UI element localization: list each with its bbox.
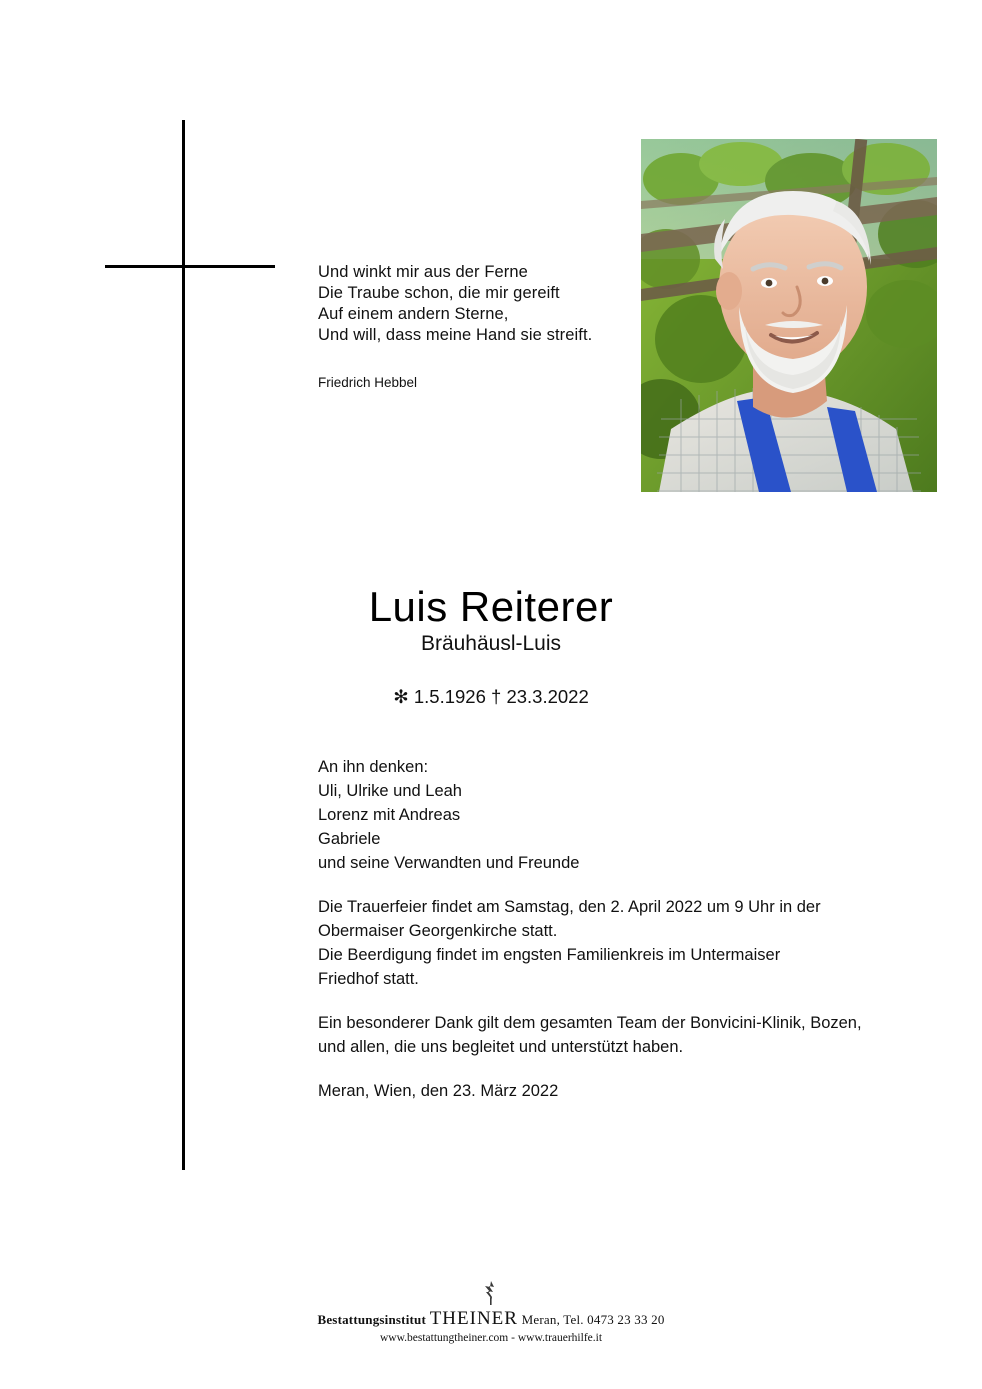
place-date-block <box>318 1079 928 1103</box>
poem-line: Und will, dass meine Hand sie streift. <box>318 326 593 344</box>
ceremony-line: Friedhof statt. <box>318 970 419 988</box>
mourners-intro: An ihn denken: <box>318 758 429 776</box>
footer-brand: THEINER <box>429 1308 518 1329</box>
poem-line: Die Traube schon, die mir gereift <box>318 284 560 302</box>
place-date: Meran, Wien, den 23. März 2022 <box>318 1082 559 1100</box>
thanks-block <box>318 1011 928 1059</box>
thanks-line: Ein besonderer Dank gilt dem gesamten Team der Bonvicini-Klinik, Bozen, <box>318 1014 862 1032</box>
mourners-block <box>318 755 928 875</box>
footer-contact: Meran, Tel. 0473 23 33 20 <box>521 1312 665 1327</box>
deceased-nickname: Bräuhäusl-Luis <box>420 632 562 655</box>
thanks-line: und allen, die uns begleitet und unterstützt haben. <box>318 1038 684 1056</box>
deceased-name: Luis Reiterer <box>368 583 614 630</box>
poem-author: Friedrich Hebbel <box>318 375 418 390</box>
footer-institute: Bestattungsinstitut <box>317 1312 427 1327</box>
mourner-name: Uli, Ulrike und Leah <box>318 782 462 800</box>
ceremony-line: Die Beerdigung findet im engsten Familienkreis im Untermaiser <box>318 946 781 964</box>
mourner-name: Lorenz mit Andreas <box>318 806 461 824</box>
cross-horizontal-bar <box>105 265 275 268</box>
footer-websites[interactable]: www.bestattungtheiner.com - www.trauerhilfe.it <box>379 1332 603 1344</box>
portrait-photo <box>641 139 937 492</box>
ceremony-line: Die Trauerfeier findet am Samstag, den 2. April 2022 um 9 Uhr in der <box>318 898 821 916</box>
mourner-name: Gabriele <box>318 830 381 848</box>
obituary-body <box>318 755 928 1103</box>
footer <box>0 1280 982 1344</box>
poem-line: Und winkt mir aus der Ferne <box>318 263 528 281</box>
ceremony-block <box>318 895 928 991</box>
poem-line: Auf einem andern Sterne, <box>318 305 509 323</box>
poem-text <box>318 262 648 346</box>
mourner-name: und seine Verwandten und Freunde <box>318 854 580 872</box>
life-dates: ✻ 1.5.1926 † 23.3.2022 <box>393 686 589 707</box>
tree-logo-icon <box>476 1280 506 1306</box>
footer-institute-line <box>0 1308 982 1330</box>
ceremony-line: Obermaiser Georgenkirche statt. <box>318 922 558 940</box>
